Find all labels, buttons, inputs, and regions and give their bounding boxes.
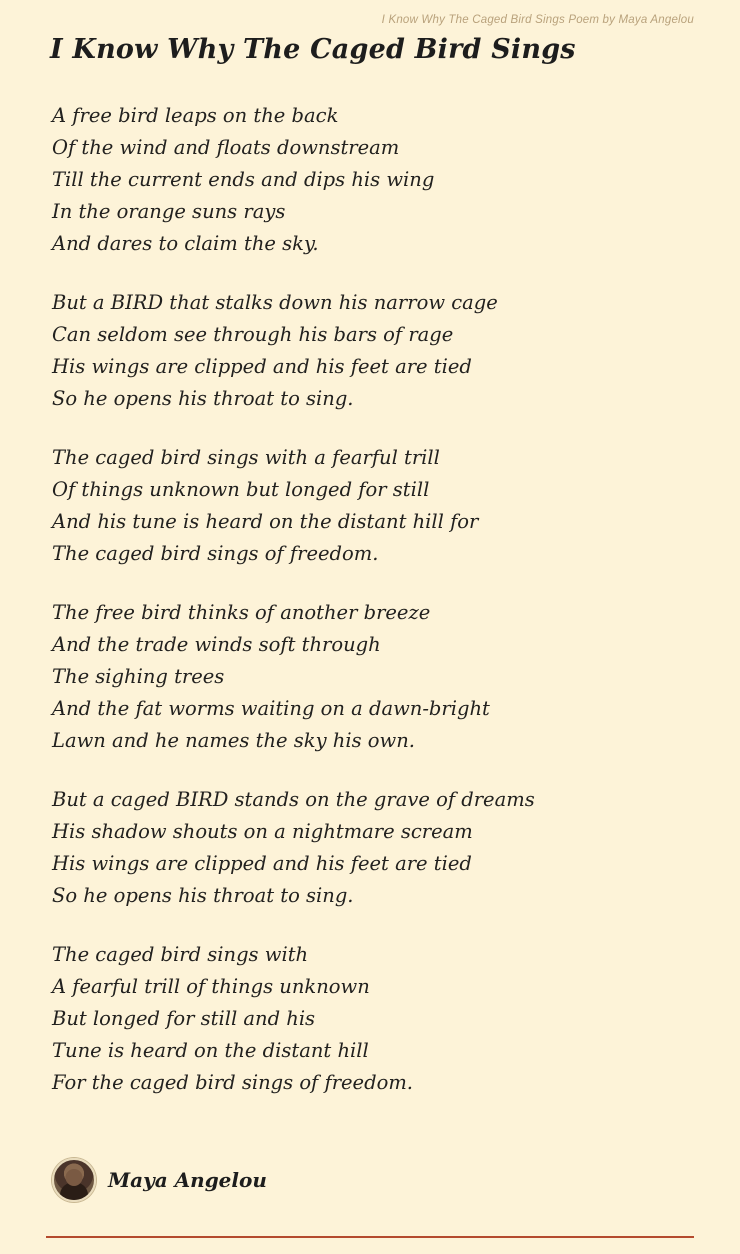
poem-line: The free bird thinks of another breeze <box>52 601 431 624</box>
poem-line: Lawn and he names the sky his own. <box>52 729 415 752</box>
poem-line: Tune is heard on the distant hill <box>52 1039 369 1062</box>
author-name[interactable]: Maya Angelou <box>108 1168 267 1192</box>
poem-line: Can seldom see through his bars of rage <box>52 323 454 346</box>
poem-line: So he opens his throat to sing. <box>52 387 354 410</box>
poem-line: For the caged bird sings of freedom. <box>52 1071 414 1094</box>
page-header-note: I Know Why The Caged Bird Sings Poem by Maya Angelou <box>381 14 694 26</box>
poem-line: And dares to claim the sky. <box>52 232 319 255</box>
poem-line: But a BIRD that stalks down his narrow cage <box>52 291 498 314</box>
poem-stanza <box>52 287 700 415</box>
poem-stanza <box>52 939 700 1099</box>
poem-line: A free bird leaps on the back <box>52 104 339 127</box>
poem-line: His shadow shouts on a nightmare scream <box>52 820 473 843</box>
poem-line: His wings are clipped and his feet are tied <box>52 852 472 875</box>
poem-line: But a caged BIRD stands on the grave of dreams <box>52 788 535 811</box>
poem-line: In the orange suns rays <box>52 200 286 223</box>
poem-line: But longed for still and his <box>52 1007 316 1030</box>
poem-line: Till the current ends and dips his wing <box>52 168 435 191</box>
author-portrait-icon <box>52 1158 96 1202</box>
poem-line: And the trade winds soft through <box>52 633 381 656</box>
poem-line: And his tune is heard on the distant hill for <box>52 510 479 533</box>
poem-body <box>52 100 700 1126</box>
poem-line: The caged bird sings with a fearful trill <box>52 446 440 469</box>
poem-stanza <box>52 100 700 260</box>
poem-line: And the fat worms waiting on a dawn-bright <box>52 697 490 720</box>
poem-line: The caged bird sings with <box>52 943 309 966</box>
poem-line: A fearful trill of things unknown <box>52 975 370 998</box>
page-title: I Know Why The Caged Bird Sings <box>50 34 576 65</box>
poem-line: Of the wind and floats downstream <box>52 136 400 159</box>
poem-line: The caged bird sings of freedom. <box>52 542 379 565</box>
poem-line: Of things unknown but longed for still <box>52 478 430 501</box>
poem-line: The sighing trees <box>52 665 225 688</box>
bottom-divider <box>46 1236 694 1238</box>
poem-line: His wings are clipped and his feet are tied <box>52 355 472 378</box>
poem-stanza <box>52 597 700 757</box>
poem-stanza <box>52 784 700 912</box>
poem-stanza <box>52 442 700 570</box>
poem-line: So he opens his throat to sing. <box>52 884 354 907</box>
author-row[interactable] <box>52 1158 267 1202</box>
